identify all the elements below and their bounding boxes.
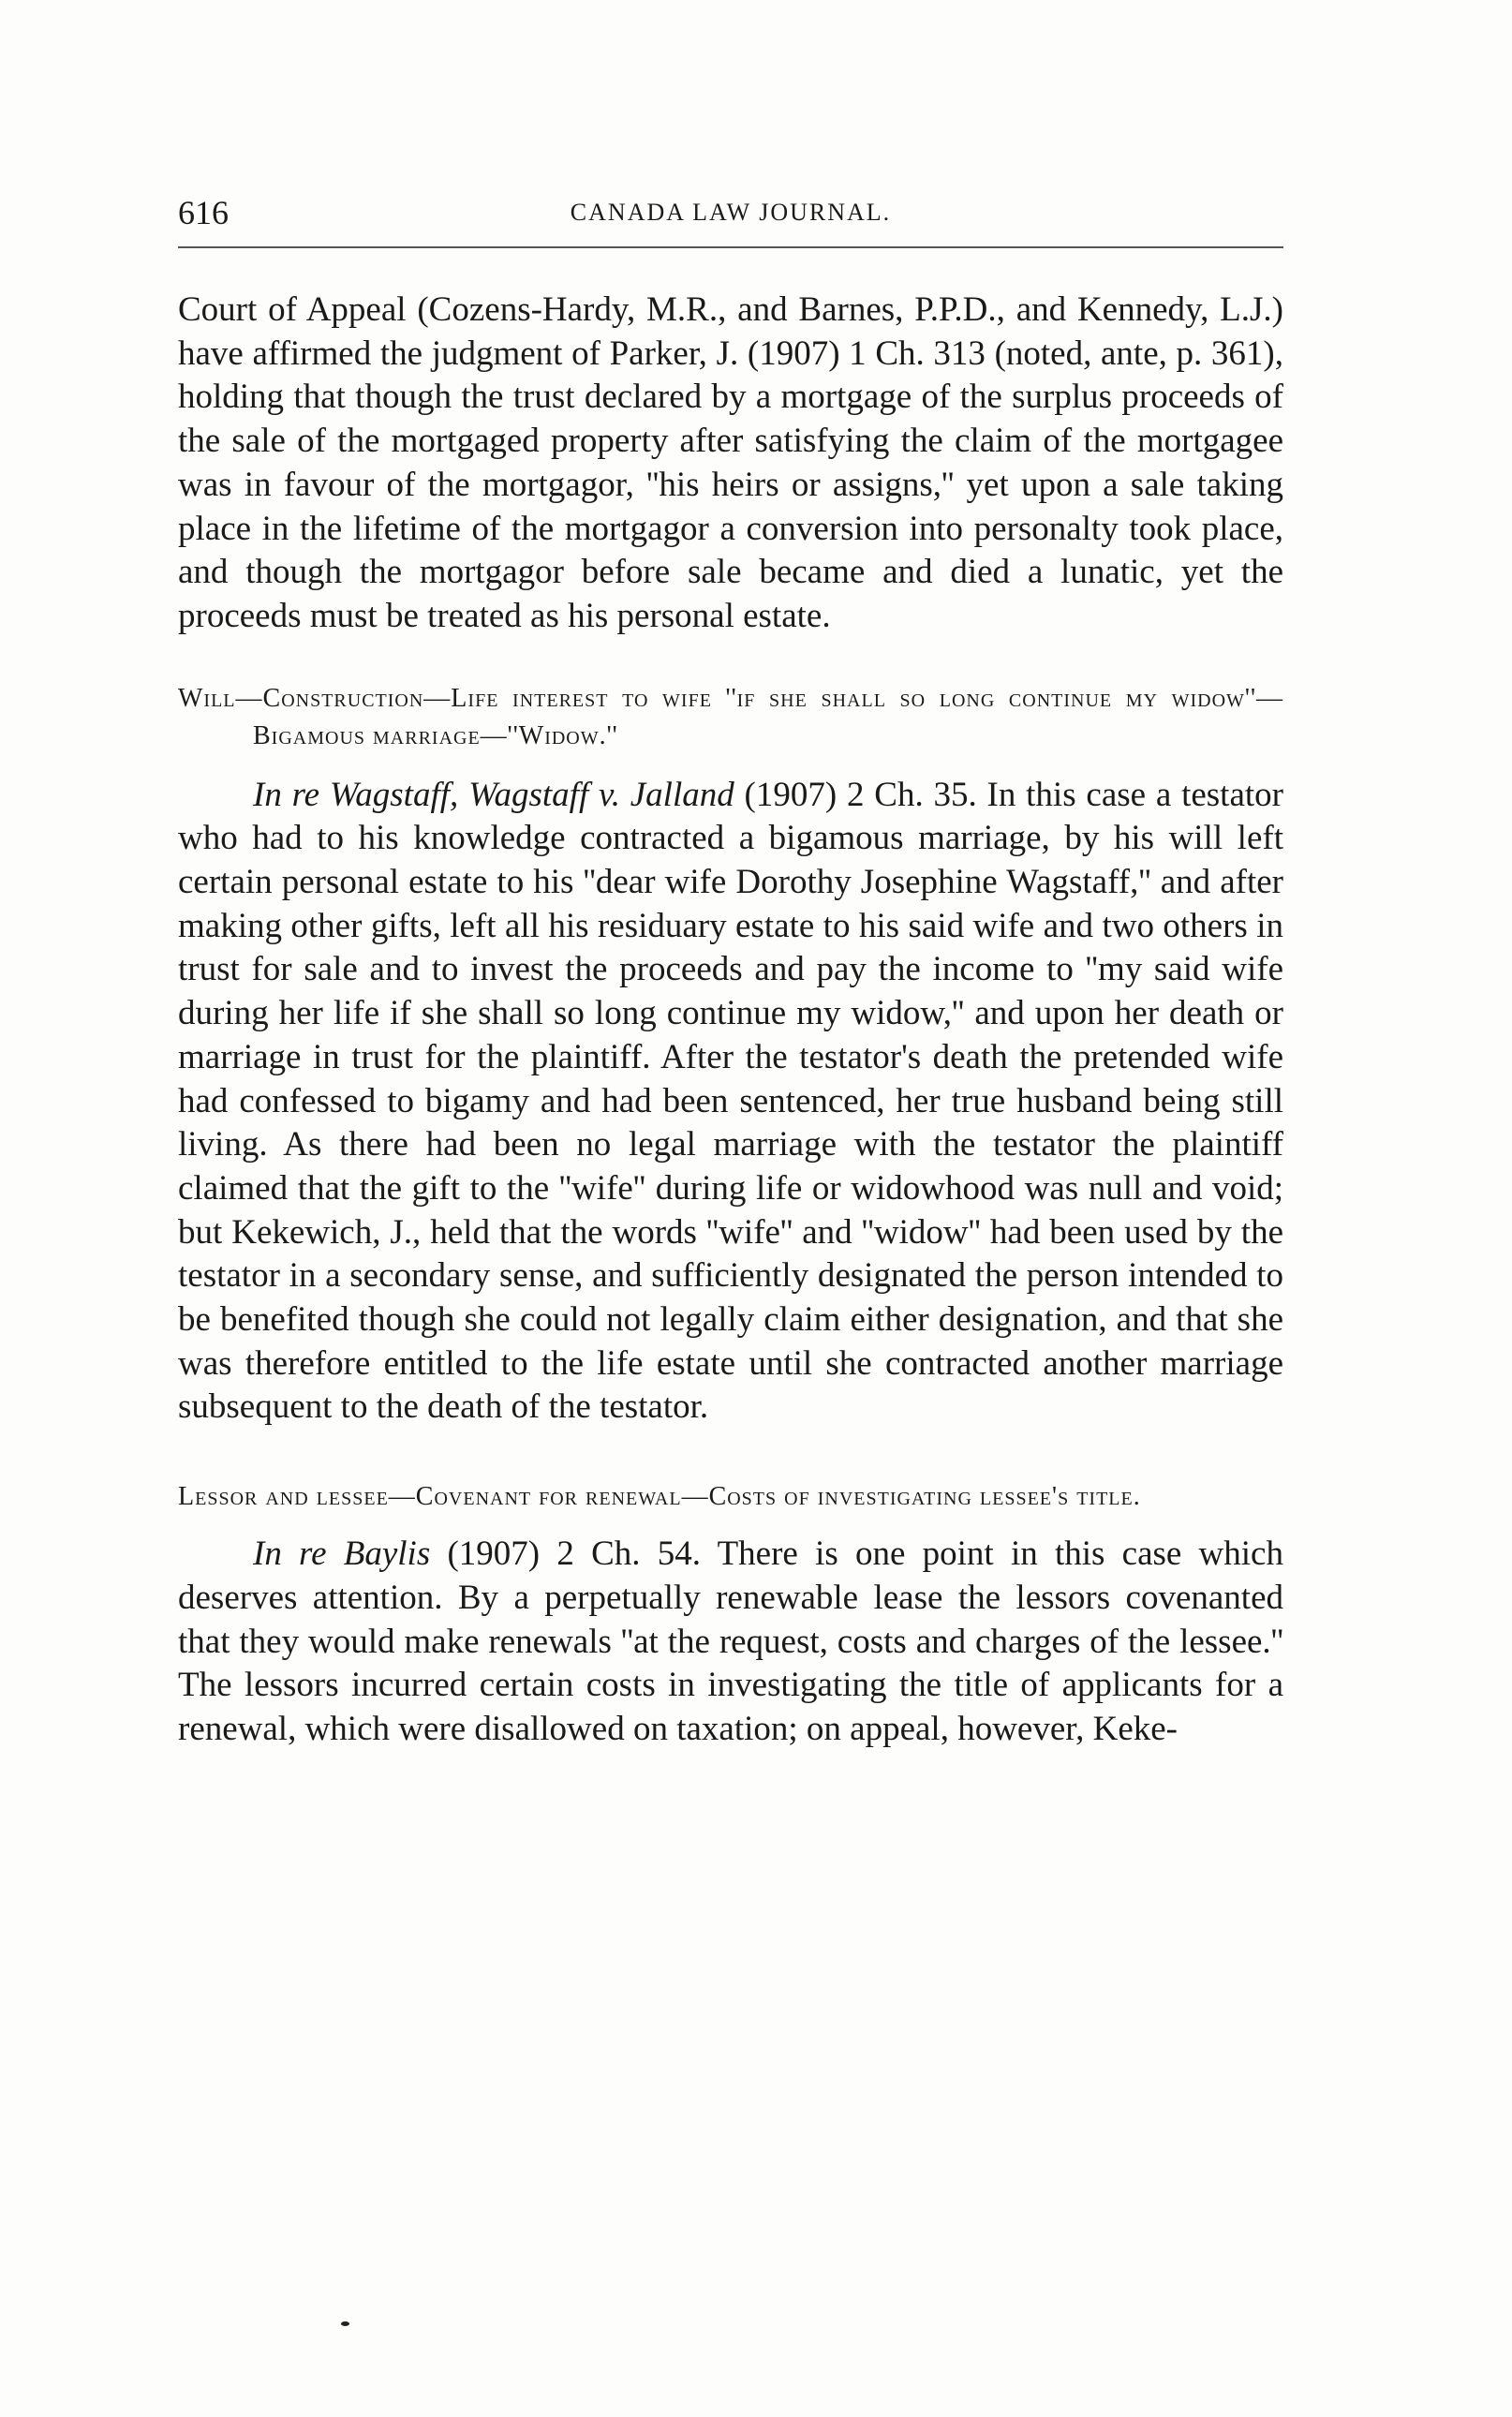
section-heading-lessor-lessee: Lessor and lessee—Covenant for renewal—Costs of investigating lessee's title. [178, 1482, 1141, 1512]
baylis-paragraph [178, 1533, 1283, 1752]
page-header [178, 187, 1283, 244]
wagstaff-paragraph [178, 774, 1283, 1431]
page-number: 616 [178, 194, 229, 231]
wagstaff-paragraph-text: (1907) 2 Ch. 35. In this case a testator who had to his knowledge contracted a bigamous marriage, by his will left certain personal estate to his ''dear wife Dorothy Josephine Wagstaff,'' and after making other gifts, left all his residuary estate to his said wife and two others in trust for sale and to invest the proceeds and pay the income to ''my said wife during her life if she shall so long continue my widow,'' and upon her death or marriage in trust for the plaintiff. After the testator's death the pretended wife had confessed to bigamy and had been sentenced, her true husband being still living. As there had been no legal marriage with the testator the plaintiff claimed that the gift to the ''wife'' during life or widowhood was null and void; but Kekewich, J., held that the words ''wife'' and ''widow'' had been used by the testator in a secondary sense, and sufficiently designated the person intended to be benefited though she could not legally claim either designation, and that she was therefore entitled to the life estate until she contracted another marriage subsequent to the death of the testator. [178, 775, 1283, 1427]
case-citation-wagstaff: In re Wagstaff, Wagstaff v. Jalland [253, 775, 734, 814]
section-heading-will-construction: Will—Construction—Life interest to wife ''if she shall so long continue my widow''—Bigamous marriage—''Widow.'' [178, 683, 1283, 750]
header-rule [178, 246, 1283, 248]
running-title: CANADA LAW JOURNAL. [570, 199, 892, 226]
continuation-paragraph: Court of Appeal (Cozens-Hardy, M.R., and Barnes, P.P.D., and Kennedy, L.J.) have affirmed the judgment of Parker, J. (1907) 1 Ch. 313 (noted, ante, p. 361), holding that though the trust declared by a mortgage of the surplus proceeds of the sale of the mortgaged property after satisfying the claim of the mortgagee was in favour of the mortgagor, ''his heirs or assigns,'' yet upon a sale taking place in the lifetime of the mortgagor a conversion into personalty took place, and though the mortgagor before sale became and died a lunatic, yet the proceeds must be treated as his personal estate. [178, 290, 1283, 635]
case-citation-baylis: In re Baylis [253, 1535, 431, 1574]
body-text [178, 289, 1283, 1752]
baylis-paragraph-text: (1907) 2 Ch. 54. There is one point in this case which deserves attention. By a perpetually renewable lease the lessors covenanted that they would make renewals ''at the request, costs and charges of the lessee.'' The lessors incurred certain costs in investigating the title of applicants for a renewal, which were disallowed on taxation; on appeal, however, Keke- [178, 1535, 1283, 1748]
ink-speck [341, 2321, 349, 2326]
